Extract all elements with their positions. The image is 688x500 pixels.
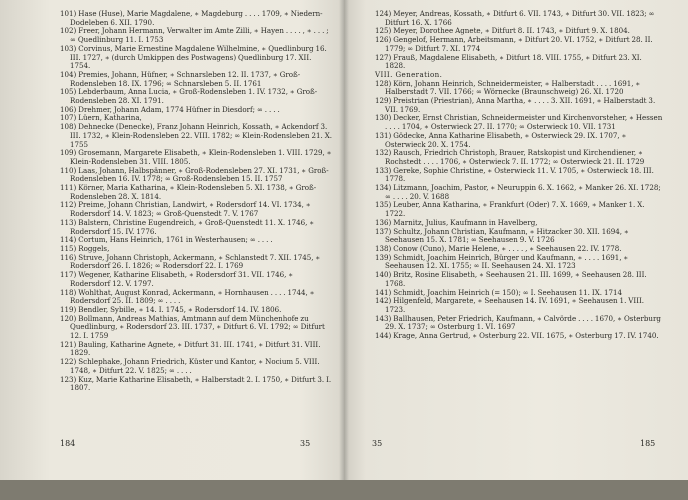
left-page-entries: [60, 10, 332, 393]
genealogy-entry: 134) Litzmann, Joachim, Pastor, ∗ Neuruppin 6. X. 1662, ∗ Manker 26. XI. 1728; ∞ . . . . 20. V. 1688: [375, 183, 661, 201]
book-gutter: [339, 0, 349, 500]
genealogy-entry: 124) Meyer, Andreas, Kossath, ∗ Ditfurt 6. VII. 1743, ∗ Ditfurt 30. VII. 1823; ∞ Ditfurt 16. X. 1766: [375, 9, 655, 27]
genealogy-entry: 143) Ballhausen, Peter Friedrich, Kaufmann, ∗ Calvörde . . . . 1670, ∗ Osterburg 29. X. 1737; ∞ Osterburg 1. VI. 1697: [375, 313, 661, 332]
genealogy-entry: 130) Decker, Ernst Christian, Schneidermeister und Kirchenvorsteher, ∗ Hessen . . . . 1704, ∗ Osterwieck 27. II. 1770; ∞ Osterwieck 10. VII. 1731: [375, 113, 663, 132]
genealogy-entry: 128) Körn, Johann Heinrich, Schneidermeister, ∗ Halberstadt . . . . 1691, ∗ Halberstadt 7. VII. 1766; ∞ Wörnecke (Braunschweig) 26. XI. 1720: [375, 78, 641, 97]
right-page-number: 185: [640, 439, 656, 448]
genealogy-entry: 138) Conow (Cuno), Marie Helene, ∗ . . . . , ∗ Seehausen 22. IV. 1778.: [375, 243, 622, 253]
genealogy-entry: 126) Gengelof, Hermann, Arbeitsmann, ∗ Ditfurt 20. VI. 1752, ∗ Ditfurt 28. II. 1779; ∞ Ditfurt 7. XI. 1774: [375, 35, 653, 53]
genealogy-entry: 142) Hilgenfeld, Margarete, ∗ Seehausen 14. IV. 1691, ∗ Seehausen 1. VIII. 1723.: [375, 296, 645, 314]
genealogy-entry: 115) Roggels,: [60, 243, 110, 253]
genealogy-entry: 101) Hase (Huse), Marie Magdalene, ∗ Magdeburg . . . . 1709, ∗ Niedern-Dodeleben 6. XII. 1790.: [60, 9, 323, 27]
genealogy-entry: 122) Schlephake, Johann Friedrich, Küster und Kantor, ∗ Nocium 5. VIII. 1748, ∗ Ditfurt 22. V. 1825; ∞ . . . .: [60, 357, 320, 375]
genealogy-entry: 116) Struve, Johann Christoph, Ackermann, ∗ Schlanstedt 7. XII. 1745, ∗ Rodersdorf 26. I. 1826; ∞ Rodersdorf 22. I. 1769: [60, 252, 321, 271]
genealogy-entry: 109) Grosemann, Margarete Elisabeth, ∗ Klein-Rodensleben 1. VIII. 1729, ∗ Klein-Rodensleben 31. VIII. 1805.: [60, 148, 332, 166]
genealogy-entry: 129) Preistrian (Priestrian), Anna Martha, ∗ . . . . 3. XII. 1691, ∗ Halberstadt 3. VII. 1769.: [375, 96, 656, 114]
right-page-ancestor-number: 35: [372, 439, 383, 448]
right-page-entries: [375, 10, 663, 341]
genealogy-entry: 144) Krage, Anna Gertrud, ∗ Osterburg 22. VII. 1675, ∗ Osterburg 17. IV. 1740.: [375, 331, 659, 341]
genealogy-entry: 133) Gereke, Sophie Christine, ∗ Osterwieck 11. V. 1705, ∗ Osterwieck 18. III. 1778.: [375, 165, 654, 184]
genealogy-entry: 127) Frauß, Magdalene Elisabeth, ∗ Ditfurt 18. VIII. 1755, ∗ Ditfurt 23. XI. 1828.: [375, 52, 642, 71]
genealogy-entry: 106) Drehmer, Johann Adam, 1774 Hüfner in Diesdorf; ∞ . . . .: [60, 104, 280, 114]
left-page-ancestor-number: 35: [300, 439, 311, 448]
genealogy-entry: 132) Rausch, Friedrich Christoph, Brauer, Ratskopist und Kirchendiener, ∗ Rochstedt . . . . 1706, ∗ Osterwieck 7. II. 1772; ∞ Osterwieck 21. II. 1729: [375, 148, 645, 166]
genealogy-entry: 123) Kuz, Marie Katharine Elisabeth, ∗ Halberstadt 2. I. 1750, ∗ Ditfurt 3. I. 1807.: [60, 374, 332, 393]
genealogy-entry: 137) Schultz, Johann Christian, Kaufmann, ∗ Hitzacker 30. XII. 1694, ∗ Seehausen 15. X. 1781; ∞ Seehausen 9. V. 1726: [375, 226, 629, 245]
genealogy-entry: 120) Bollmann, Andreas Mathias, Amtmann auf dem Münchenhofe zu Quedlinburg, ∗ Rodersdorf 23. III. 1737, ∗ Ditfurt 6. VI. 1792; ∞ Ditfurt 12. I. 1759: [60, 313, 325, 341]
right-page: [344, 0, 688, 500]
genealogy-entry: 112) Preime, Johann Christian, Landwirt, ∗ Rodersdorf 14. VI. 1734, ∗ Rodersdorf 14. V. 1823; ∞ Groß-Quenstedt 7. V. 1767: [60, 200, 311, 219]
genealogy-entry: 108) Dehnecke (Denecke), Franz Johann Heinrich, Kossath, ∗ Ackendorf 3. III. 1732, ∗ Klein-Rodensleben 22. VIII. 1782; ∞ Klein-Rodensleben 21. X. 1755: [60, 122, 333, 149]
genealogy-entry: 105) Lebderbaum, Anna Lucia, ∗ Groß-Rodensleben 1. IV. 1732, ∗ Groß-Rodensleben 28. XI. 1791.: [60, 87, 318, 106]
genealogy-entry: 136) Marnitz, Julius, Kaufmann in Havelberg,: [375, 217, 538, 227]
genealogy-entry: 114) Cortum, Hans Heinrich, 1761 in Westerhausen; ∞ . . . .: [60, 235, 273, 245]
genealogy-entry: 141) Schmidt, Joachim Heinrich (= 150); ∞ I. Seehausen 11. IX. 1714: [375, 287, 623, 297]
genealogy-entry: 125) Meyer, Dorothee Agnete, ∗ Ditfurt 8. II. 1743, ∗ Ditfurt 9. X. 1804.: [375, 26, 630, 36]
genealogy-entry: 119) Bendler, Sybille, ∗ 14. I. 1745, ∗ Rodersdorf 14. IV. 1806.: [60, 304, 282, 314]
genealogy-entry: 113) Balstern, Christine Eugendreich, ∗ Groß-Quenstedt 11. X. 1746, ∗ Rodersdorf 15. IV. 1776.: [60, 217, 315, 236]
left-page-number: 184: [60, 439, 76, 448]
genealogy-entry: 111) Körner, Maria Katharina, ∗ Klein-Rodensleben 5. XI. 1738, ∗ Groß-Rodensleben 28. X. 1814.: [60, 183, 317, 201]
genealogy-entry: 139) Schmidt, Joachim Heinrich, Bürger und Kaufmann, ∗ . . . . 1691, ∗ Seehausen 12. XI. 1755; ∞ II. Seehausen 24. XI. 1723: [375, 252, 629, 271]
genealogy-entry: 117) Wegener, Katharine Elisabeth, ∗ Rodersdorf 31. VII. 1746, ∗ Rodersdorf 12. V. 1797.: [60, 270, 294, 288]
page-bottom-edge: [0, 480, 688, 500]
genealogy-entry: 135) Leuber, Anna Katharina, ∗ Frankfurt (Oder) 7. X. 1669, ∗ Manker 1. X. 1722.: [375, 200, 645, 219]
genealogy-entry: 140) Britz, Rosine Elisabeth, ∗ Seehausen 21. III. 1699, ∗ Seehausen 28. III. 1768.: [375, 270, 647, 288]
generation-heading: VIII. Generation.: [375, 69, 443, 79]
genealogy-entry: 103) Corvinus, Marie Ernestine Magdalene Wilhelmine, ∗ Quedlinburg 16. III. 1727, ∗ (durch Umkippen des Postwagens) Quedlinburg 17. XII. 1754.: [60, 43, 327, 71]
genealogy-entry: 110) Laas, Johann, Halbspänner, ∗ Groß-Rodensleben 27. XI. 1731, ∗ Groß-Rodensleben 16. IV. 1778; ∞ Groß-Rodensleben 15. II. 1757: [60, 165, 329, 184]
genealogy-entry: 131) Gödecke, Anna Katharine Elisabeth, ∗ Osterwieck 29. IX. 1707, ∗ Osterwieck 20. X. 1754.: [375, 130, 627, 149]
genealogy-entry: 121) Bauling, Katharine Agnete, ∗ Ditfurt 31. III. 1741, ∗ Ditfurt 31. VIII. 1829.: [60, 339, 321, 358]
genealogy-entry: 102) Freer, Johann Hermann, Verwalter im Amte Zilli, ∗ Hayen . . . . , ∗ . . . ; ∞ Quedlinburg 11. I. 1753: [60, 26, 329, 45]
genealogy-entry: 118) Wohlthat, August Konrad, Ackermann, ∗ Hornhausen . . . . 1744, ∗ Rodersdorf 25. II. 1809; ∞ . . . .: [60, 287, 315, 306]
genealogy-entry: 107) Lüern, Katharina,: [60, 113, 142, 123]
genealogy-entry: 104) Premies, Johann, Hüfner, ∗ Schnarsleben 12. II. 1737, ∗ Groß-Rodensleben 18. IX. 1796; ∞ Schnarsleben 5. II. 1761: [60, 69, 301, 88]
